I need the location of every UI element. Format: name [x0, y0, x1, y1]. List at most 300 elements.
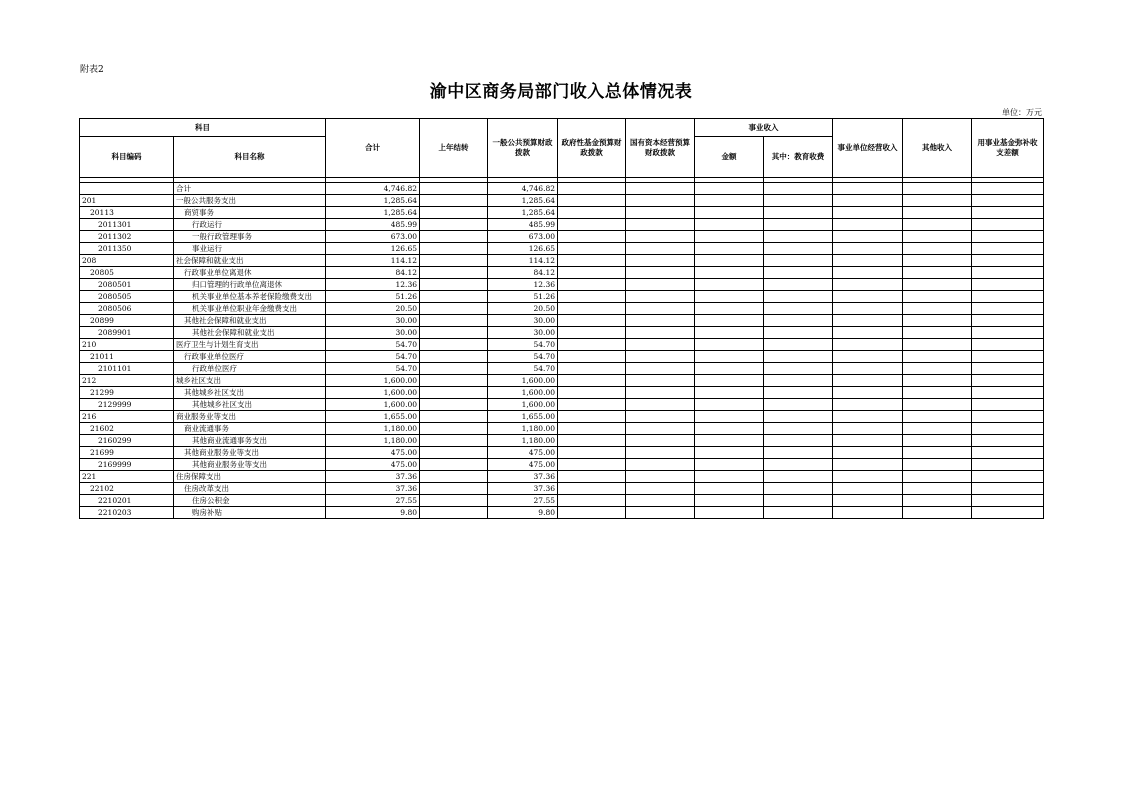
header-last-year: 上年结转 — [420, 119, 488, 178]
table-row — [80, 495, 1044, 507]
cell-general-budget: 1,180.00 — [488, 423, 558, 435]
cell-edu-fee — [764, 435, 833, 447]
cell-code: 2080501 — [80, 279, 174, 291]
cell-fund-subsidy — [972, 219, 1044, 231]
cell-code: 20805 — [80, 267, 174, 279]
cell-unit-operating — [833, 387, 903, 399]
cell-fund-subsidy — [972, 375, 1044, 387]
cell-general-budget: 1,285.64 — [488, 195, 558, 207]
cell-state-capital — [626, 447, 695, 459]
cell-unit-operating — [833, 351, 903, 363]
cell-gov-fund — [558, 507, 626, 519]
cell-gov-fund — [558, 423, 626, 435]
cell-state-capital — [626, 507, 695, 519]
cell-total: 1,600.00 — [326, 399, 420, 411]
header-total: 合计 — [326, 119, 420, 178]
cell-edu-fee — [764, 387, 833, 399]
cell-fund-subsidy — [972, 471, 1044, 483]
cell-edu-fee — [764, 375, 833, 387]
cell-general-budget: 27.55 — [488, 495, 558, 507]
cell-code: 2101101 — [80, 363, 174, 375]
cell-edu-fee — [764, 459, 833, 471]
cell-code: 2080506 — [80, 303, 174, 315]
cell-gov-fund — [558, 375, 626, 387]
header-subject: 科目 — [80, 119, 326, 137]
cell-last-year — [420, 195, 488, 207]
cell-business-amount — [695, 399, 764, 411]
cell-business-amount — [695, 291, 764, 303]
table-row — [80, 303, 1044, 315]
cell-fund-subsidy — [972, 363, 1044, 375]
cell-fund-subsidy — [972, 303, 1044, 315]
cell-edu-fee — [764, 255, 833, 267]
cell-edu-fee — [764, 399, 833, 411]
cell-name: 城乡社区支出 — [174, 375, 326, 387]
cell-total: 1,600.00 — [326, 375, 420, 387]
cell-state-capital — [626, 303, 695, 315]
table-row — [80, 231, 1044, 243]
cell-other-income — [903, 339, 972, 351]
cell-other-income — [903, 315, 972, 327]
cell-state-capital — [626, 291, 695, 303]
cell-gov-fund — [558, 207, 626, 219]
cell-fund-subsidy — [972, 255, 1044, 267]
cell-state-capital — [626, 267, 695, 279]
cell-state-capital — [626, 483, 695, 495]
cell-total: 673.00 — [326, 231, 420, 243]
header-business-income: 事业收入 — [695, 119, 833, 137]
cell-general-budget: 54.70 — [488, 351, 558, 363]
cell-total: 126.65 — [326, 243, 420, 255]
cell-edu-fee — [764, 303, 833, 315]
table-row — [80, 339, 1044, 351]
cell-unit-operating — [833, 411, 903, 423]
cell-business-amount — [695, 507, 764, 519]
cell-state-capital — [626, 471, 695, 483]
cell-code: 21299 — [80, 387, 174, 399]
cell-general-budget: 30.00 — [488, 327, 558, 339]
cell-state-capital — [626, 351, 695, 363]
cell-last-year — [420, 291, 488, 303]
cell-business-amount — [695, 447, 764, 459]
cell-business-amount — [695, 435, 764, 447]
cell-state-capital — [626, 495, 695, 507]
cell-state-capital — [626, 339, 695, 351]
cell-last-year — [420, 279, 488, 291]
cell-fund-subsidy — [972, 507, 1044, 519]
header-edu-fee: 其中：教育收费 — [764, 137, 833, 178]
table-row — [80, 267, 1044, 279]
cell-state-capital — [626, 411, 695, 423]
cell-gov-fund — [558, 483, 626, 495]
cell-gov-fund — [558, 459, 626, 471]
cell-fund-subsidy — [972, 411, 1044, 423]
cell-fund-subsidy — [972, 207, 1044, 219]
table-row — [80, 387, 1044, 399]
cell-gov-fund — [558, 195, 626, 207]
cell-last-year — [420, 507, 488, 519]
cell-code: 2160299 — [80, 435, 174, 447]
cell-unit-operating — [833, 255, 903, 267]
cell-state-capital — [626, 387, 695, 399]
cell-unit-operating — [833, 279, 903, 291]
cell-edu-fee — [764, 243, 833, 255]
cell-total: 30.00 — [326, 327, 420, 339]
cell-code: 216 — [80, 411, 174, 423]
cell-unit-operating — [833, 315, 903, 327]
cell-total: 12.36 — [326, 279, 420, 291]
header-fund-subsidy: 用事业基金弥补收支差额 — [972, 119, 1044, 178]
cell-other-income — [903, 363, 972, 375]
cell-name: 合计 — [174, 183, 326, 195]
cell-gov-fund — [558, 399, 626, 411]
cell-unit-operating — [833, 327, 903, 339]
cell-other-income — [903, 255, 972, 267]
cell-general-budget: 673.00 — [488, 231, 558, 243]
cell-last-year — [420, 303, 488, 315]
cell-business-amount — [695, 195, 764, 207]
cell-gov-fund — [558, 411, 626, 423]
cell-code: 2169999 — [80, 459, 174, 471]
cell-other-income — [903, 351, 972, 363]
cell-name: 归口管理的行政单位离退休 — [174, 279, 326, 291]
cell-other-income — [903, 267, 972, 279]
cell-state-capital — [626, 231, 695, 243]
cell-unit-operating — [833, 243, 903, 255]
cell-code: 2089901 — [80, 327, 174, 339]
header-other-income: 其他收入 — [903, 119, 972, 178]
cell-unit-operating — [833, 435, 903, 447]
cell-unit-operating — [833, 219, 903, 231]
cell-general-budget: 20.50 — [488, 303, 558, 315]
table-row — [80, 183, 1044, 195]
cell-fund-subsidy — [972, 339, 1044, 351]
cell-name: 行政单位医疗 — [174, 363, 326, 375]
table-row — [80, 243, 1044, 255]
cell-other-income — [903, 291, 972, 303]
cell-edu-fee — [764, 423, 833, 435]
cell-state-capital — [626, 207, 695, 219]
cell-last-year — [420, 483, 488, 495]
cell-business-amount — [695, 375, 764, 387]
cell-name: 行政事业单位医疗 — [174, 351, 326, 363]
table-row — [80, 327, 1044, 339]
cell-gov-fund — [558, 243, 626, 255]
cell-business-amount — [695, 219, 764, 231]
cell-general-budget: 1,655.00 — [488, 411, 558, 423]
cell-general-budget: 485.99 — [488, 219, 558, 231]
cell-unit-operating — [833, 267, 903, 279]
cell-last-year — [420, 315, 488, 327]
table-row — [80, 447, 1044, 459]
cell-gov-fund — [558, 183, 626, 195]
cell-fund-subsidy — [972, 495, 1044, 507]
cell-fund-subsidy — [972, 423, 1044, 435]
cell-name: 其他商业流通事务支出 — [174, 435, 326, 447]
cell-general-budget: 37.36 — [488, 483, 558, 495]
cell-name: 医疗卫生与计划生育支出 — [174, 339, 326, 351]
cell-unit-operating — [833, 423, 903, 435]
cell-general-budget: 4,746.82 — [488, 183, 558, 195]
table-row — [80, 435, 1044, 447]
cell-name: 行政运行 — [174, 219, 326, 231]
header-gov-fund: 政府性基金预算财政拨款 — [558, 119, 626, 178]
table-row — [80, 375, 1044, 387]
cell-general-budget: 114.12 — [488, 255, 558, 267]
cell-state-capital — [626, 363, 695, 375]
cell-other-income — [903, 447, 972, 459]
cell-name: 其他社会保障和就业支出 — [174, 327, 326, 339]
cell-general-budget: 37.36 — [488, 471, 558, 483]
cell-gov-fund — [558, 387, 626, 399]
cell-business-amount — [695, 351, 764, 363]
cell-fund-subsidy — [972, 291, 1044, 303]
cell-general-budget: 1,285.64 — [488, 207, 558, 219]
cell-other-income — [903, 459, 972, 471]
cell-other-income — [903, 279, 972, 291]
cell-other-income — [903, 411, 972, 423]
cell-edu-fee — [764, 483, 833, 495]
cell-unit-operating — [833, 231, 903, 243]
cell-gov-fund — [558, 315, 626, 327]
cell-code: 210 — [80, 339, 174, 351]
cell-edu-fee — [764, 315, 833, 327]
cell-fund-subsidy — [972, 387, 1044, 399]
cell-last-year — [420, 339, 488, 351]
cell-name: 其他商业服务业等支出 — [174, 447, 326, 459]
cell-last-year — [420, 471, 488, 483]
cell-other-income — [903, 483, 972, 495]
cell-total: 1,600.00 — [326, 387, 420, 399]
cell-last-year — [420, 219, 488, 231]
cell-other-income — [903, 195, 972, 207]
cell-unit-operating — [833, 303, 903, 315]
cell-other-income — [903, 207, 972, 219]
cell-general-budget: 1,600.00 — [488, 375, 558, 387]
annex-label: 附表2 — [80, 65, 104, 75]
cell-name: 住房保障支出 — [174, 471, 326, 483]
cell-gov-fund — [558, 363, 626, 375]
cell-unit-operating — [833, 471, 903, 483]
cell-code: 2011301 — [80, 219, 174, 231]
cell-edu-fee — [764, 207, 833, 219]
cell-fund-subsidy — [972, 279, 1044, 291]
cell-last-year — [420, 375, 488, 387]
cell-name: 一般行政管理事务 — [174, 231, 326, 243]
cell-state-capital — [626, 183, 695, 195]
table-row — [80, 279, 1044, 291]
cell-total: 84.12 — [326, 267, 420, 279]
cell-general-budget: 9.80 — [488, 507, 558, 519]
cell-state-capital — [626, 435, 695, 447]
cell-last-year — [420, 387, 488, 399]
cell-gov-fund — [558, 339, 626, 351]
cell-code: 2011302 — [80, 231, 174, 243]
table-row — [80, 459, 1044, 471]
cell-name: 购房补贴 — [174, 507, 326, 519]
cell-general-budget: 1,600.00 — [488, 387, 558, 399]
cell-other-income — [903, 231, 972, 243]
cell-business-amount — [695, 471, 764, 483]
cell-edu-fee — [764, 327, 833, 339]
cell-last-year — [420, 423, 488, 435]
cell-business-amount — [695, 387, 764, 399]
cell-unit-operating — [833, 363, 903, 375]
cell-gov-fund — [558, 255, 626, 267]
cell-gov-fund — [558, 495, 626, 507]
cell-general-budget: 54.70 — [488, 363, 558, 375]
cell-last-year — [420, 267, 488, 279]
table-row — [80, 399, 1044, 411]
cell-total: 475.00 — [326, 447, 420, 459]
cell-last-year — [420, 399, 488, 411]
table-row — [80, 471, 1044, 483]
cell-total: 9.80 — [326, 507, 420, 519]
cell-other-income — [903, 219, 972, 231]
cell-edu-fee — [764, 495, 833, 507]
table-row — [80, 411, 1044, 423]
header-code: 科目编码 — [80, 137, 174, 178]
cell-name: 其他商业服务业等支出 — [174, 459, 326, 471]
cell-state-capital — [626, 255, 695, 267]
cell-general-budget: 84.12 — [488, 267, 558, 279]
header-state-capital: 国有资本经营预算财政拨款 — [626, 119, 695, 178]
cell-other-income — [903, 183, 972, 195]
cell-code: 212 — [80, 375, 174, 387]
cell-gov-fund — [558, 351, 626, 363]
cell-code: 2080505 — [80, 291, 174, 303]
cell-name: 商贸事务 — [174, 207, 326, 219]
cell-state-capital — [626, 375, 695, 387]
cell-fund-subsidy — [972, 447, 1044, 459]
cell-gov-fund — [558, 303, 626, 315]
cell-code: 201 — [80, 195, 174, 207]
cell-general-budget: 1,600.00 — [488, 399, 558, 411]
cell-fund-subsidy — [972, 183, 1044, 195]
cell-fund-subsidy — [972, 351, 1044, 363]
cell-edu-fee — [764, 447, 833, 459]
cell-last-year — [420, 351, 488, 363]
cell-edu-fee — [764, 219, 833, 231]
cell-edu-fee — [764, 267, 833, 279]
cell-total: 54.70 — [326, 363, 420, 375]
cell-code: 2011350 — [80, 243, 174, 255]
cell-name: 商业服务业等支出 — [174, 411, 326, 423]
cell-name: 其他社会保障和就业支出 — [174, 315, 326, 327]
cell-total: 54.70 — [326, 351, 420, 363]
cell-last-year — [420, 327, 488, 339]
cell-last-year — [420, 447, 488, 459]
cell-code: 221 — [80, 471, 174, 483]
cell-general-budget: 12.36 — [488, 279, 558, 291]
cell-total: 27.55 — [326, 495, 420, 507]
cell-business-amount — [695, 183, 764, 195]
cell-business-amount — [695, 339, 764, 351]
cell-other-income — [903, 507, 972, 519]
cell-general-budget: 30.00 — [488, 315, 558, 327]
table-row — [80, 507, 1044, 519]
cell-name: 住房改革支出 — [174, 483, 326, 495]
cell-name: 住房公积金 — [174, 495, 326, 507]
cell-other-income — [903, 243, 972, 255]
cell-total: 54.70 — [326, 339, 420, 351]
table-row — [80, 363, 1044, 375]
cell-fund-subsidy — [972, 459, 1044, 471]
cell-code: 2210201 — [80, 495, 174, 507]
table-row — [80, 255, 1044, 267]
table-row — [80, 483, 1044, 495]
cell-business-amount — [695, 231, 764, 243]
cell-edu-fee — [764, 351, 833, 363]
table-row — [80, 219, 1044, 231]
cell-gov-fund — [558, 279, 626, 291]
cell-fund-subsidy — [972, 315, 1044, 327]
cell-unit-operating — [833, 291, 903, 303]
cell-general-budget: 51.26 — [488, 291, 558, 303]
table-row — [80, 423, 1044, 435]
table-row — [80, 207, 1044, 219]
cell-other-income — [903, 327, 972, 339]
cell-code: 21602 — [80, 423, 174, 435]
cell-last-year — [420, 255, 488, 267]
cell-state-capital — [626, 279, 695, 291]
cell-name: 其他城乡社区支出 — [174, 387, 326, 399]
cell-total: 114.12 — [326, 255, 420, 267]
cell-code: 21011 — [80, 351, 174, 363]
table-body — [80, 183, 1044, 519]
cell-other-income — [903, 303, 972, 315]
income-summary-table — [79, 118, 1044, 519]
cell-gov-fund — [558, 291, 626, 303]
cell-last-year — [420, 459, 488, 471]
cell-total: 475.00 — [326, 459, 420, 471]
cell-gov-fund — [558, 327, 626, 339]
table-row — [80, 351, 1044, 363]
cell-name: 行政事业单位离退休 — [174, 267, 326, 279]
cell-other-income — [903, 471, 972, 483]
cell-business-amount — [695, 207, 764, 219]
cell-state-capital — [626, 459, 695, 471]
cell-other-income — [903, 399, 972, 411]
cell-last-year — [420, 495, 488, 507]
cell-fund-subsidy — [972, 483, 1044, 495]
cell-general-budget: 54.70 — [488, 339, 558, 351]
cell-business-amount — [695, 327, 764, 339]
cell-business-amount — [695, 411, 764, 423]
cell-business-amount — [695, 423, 764, 435]
cell-name: 一般公共服务支出 — [174, 195, 326, 207]
cell-business-amount — [695, 267, 764, 279]
cell-business-amount — [695, 315, 764, 327]
cell-edu-fee — [764, 279, 833, 291]
cell-gov-fund — [558, 267, 626, 279]
cell-business-amount — [695, 363, 764, 375]
table-row — [80, 291, 1044, 303]
cell-other-income — [903, 423, 972, 435]
unit-label: 单位：万元 — [1002, 108, 1042, 117]
cell-total: 1,285.64 — [326, 207, 420, 219]
cell-state-capital — [626, 327, 695, 339]
cell-last-year — [420, 243, 488, 255]
cell-code: 21699 — [80, 447, 174, 459]
cell-code: 2129999 — [80, 399, 174, 411]
cell-name: 机关事业单位基本养老保险缴费支出 — [174, 291, 326, 303]
cell-state-capital — [626, 219, 695, 231]
cell-total: 4,746.82 — [326, 183, 420, 195]
cell-other-income — [903, 387, 972, 399]
cell-total: 1,180.00 — [326, 423, 420, 435]
cell-gov-fund — [558, 435, 626, 447]
